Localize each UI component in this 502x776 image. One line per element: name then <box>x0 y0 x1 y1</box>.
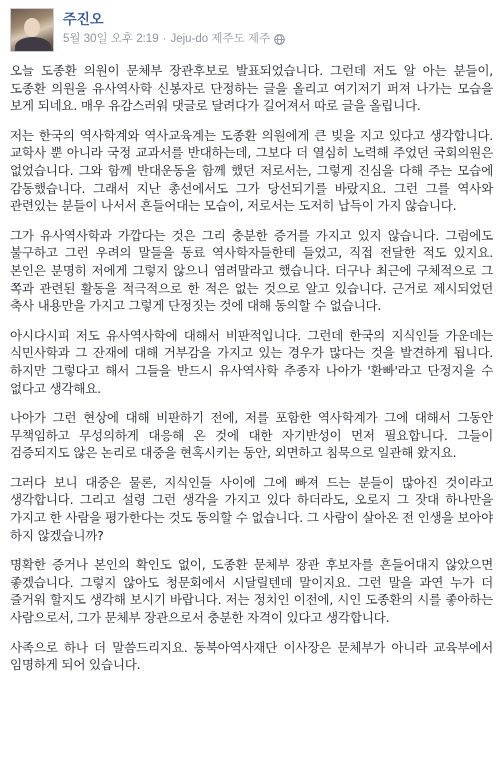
post-header <box>10 8 285 56</box>
post-paragraph: 명확한 증거나 본인의 확인도 없이, 도종환 문체부 장관 후보자를 흔들어대지 않았으면 좋겠습니다. 그렇지 않아도 청문회에서 시달릴텐데 말이지요. 그런 말을 과연 누가 더 즐거워 할지도 생각해 보시기 바랍니다. 저는 정치인 이전에, 시인 도종환의 시를 좋아하는 사람으로서, 그가 문체부 장관으로서 충분한 자격이 있다고 생각합니다. <box>10 557 493 626</box>
post-location-link[interactable]: Jeju-do 제주도 제주 <box>170 33 271 45</box>
post-body <box>10 62 493 686</box>
post-paragraph: 나아가 그런 현상에 대해 비판하기 전에, 저를 포함한 역사학계가 그에 대해서 그동안 무책임하고 무성의하게 대응해 온 것에 대한 자기반성이 먼저 필요합니다. 그들이 검증되지도 않은 논리로 대중을 현혹시키는 동안, 외면하고 침묵으로 일관해 왔지요. <box>10 410 493 461</box>
post-subline <box>63 31 285 47</box>
post-paragraph: 아시다시피 저도 유사역사학에 대해서 비판적입니다. 그런데 한국의 지식인들 가운데는 식민사학과 그 잔재에 대해 거부감을 가지고 있는 경우가 많다는 것을 발견하게 됩니다. 하지만 그렇다고 해서 그들을 반드시 유사역사학 추종자 나아가 '환빠'라고 단정지을 수 없다고 생각해요. <box>10 327 493 396</box>
meta-separator: · <box>162 33 167 45</box>
avatar-shoulders <box>15 37 51 52</box>
post-paragraph: 오늘 도종환 의원이 문체부 장관후보로 발표되었습니다. 그런데 저도 알 아는 분들이, 도종환 의원을 유사역사학 신봉자로 단정하는 글을 올리고 여기저기 퍼져 나가는 모습을 보게 되네요. 매우 유감스러워 댓글로 달려다가 길어져서 따로 글을 올립니다. <box>10 63 493 114</box>
post-paragraph: 저는 한국의 역사학계와 역사교육계는 도종환 의원에게 큰 빚을 지고 있다고 생각합니다. 교학사 뿐 아니라 국정 교과서를 반대하는데, 그보다 더 열심히 노력해 주었던 국회의원은 없었습니다. 그와 함께 반대운동을 함께 했던 저로서는, 그렇게 진심을 다해 주는 모습에 감동했습니다. 그래서 지난 총선에서도 그가 당선되기를 바랐지요. 그런 그를 역사와 관련있는 분들이 나서서 흔들어대는 모습이, 저로서는 도저히 납득이 가지 않습니다. <box>10 127 493 214</box>
globe-icon[interactable] <box>274 34 285 45</box>
author-avatar[interactable] <box>10 8 54 52</box>
author-name-link[interactable]: 주진오 <box>63 11 104 27</box>
post-timestamp-link[interactable]: 5월 30일 오후 2:19 <box>63 33 159 45</box>
post-meta <box>63 8 285 47</box>
post-paragraph: 그가 유사역사학과 가깝다는 것은 그리 충분한 증거를 가지고 있지 않습니다. 그럼에도 불구하고 그런 우려의 말들을 동료 역사학자들한테 들었고, 직접 전달한 적도 있지요. 본인은 분명히 저에게 그렇지 않으니 염려말라고 했습니다. 더구나 최근에 구체적으로 그 쪽과 관련된 활동을 적극적으로 한 적은 없는 것으로 알고 있습니다. 근거로 제시되었던 축사 내용만을 가지고 그렇게 단정짓는 것에 대해 동의할 수 없습니다. <box>10 227 493 314</box>
post-paragraph: 사족으로 하나 더 말씀드리지요. 동북아역사재단 이사장은 문체부가 아니라 교육부에서 임명하게 되어 있습니다. <box>10 639 493 673</box>
post-paragraph: 그러다 보니 대중은 물론, 지식인들 사이에 그에 빠져 드는 분들이 많아진 것이라고 생각합니다. 그리고 설령 그런 생각을 가지고 있다 하더라도, 오로지 그 잣대 하나만을 가지고 한 사람을 평가한다는 것도 동의할 수 없습니다. 그 사람이 살아온 전 인생을 보아야 하지 않겠습니까? <box>10 474 493 543</box>
avatar-face <box>24 18 40 37</box>
